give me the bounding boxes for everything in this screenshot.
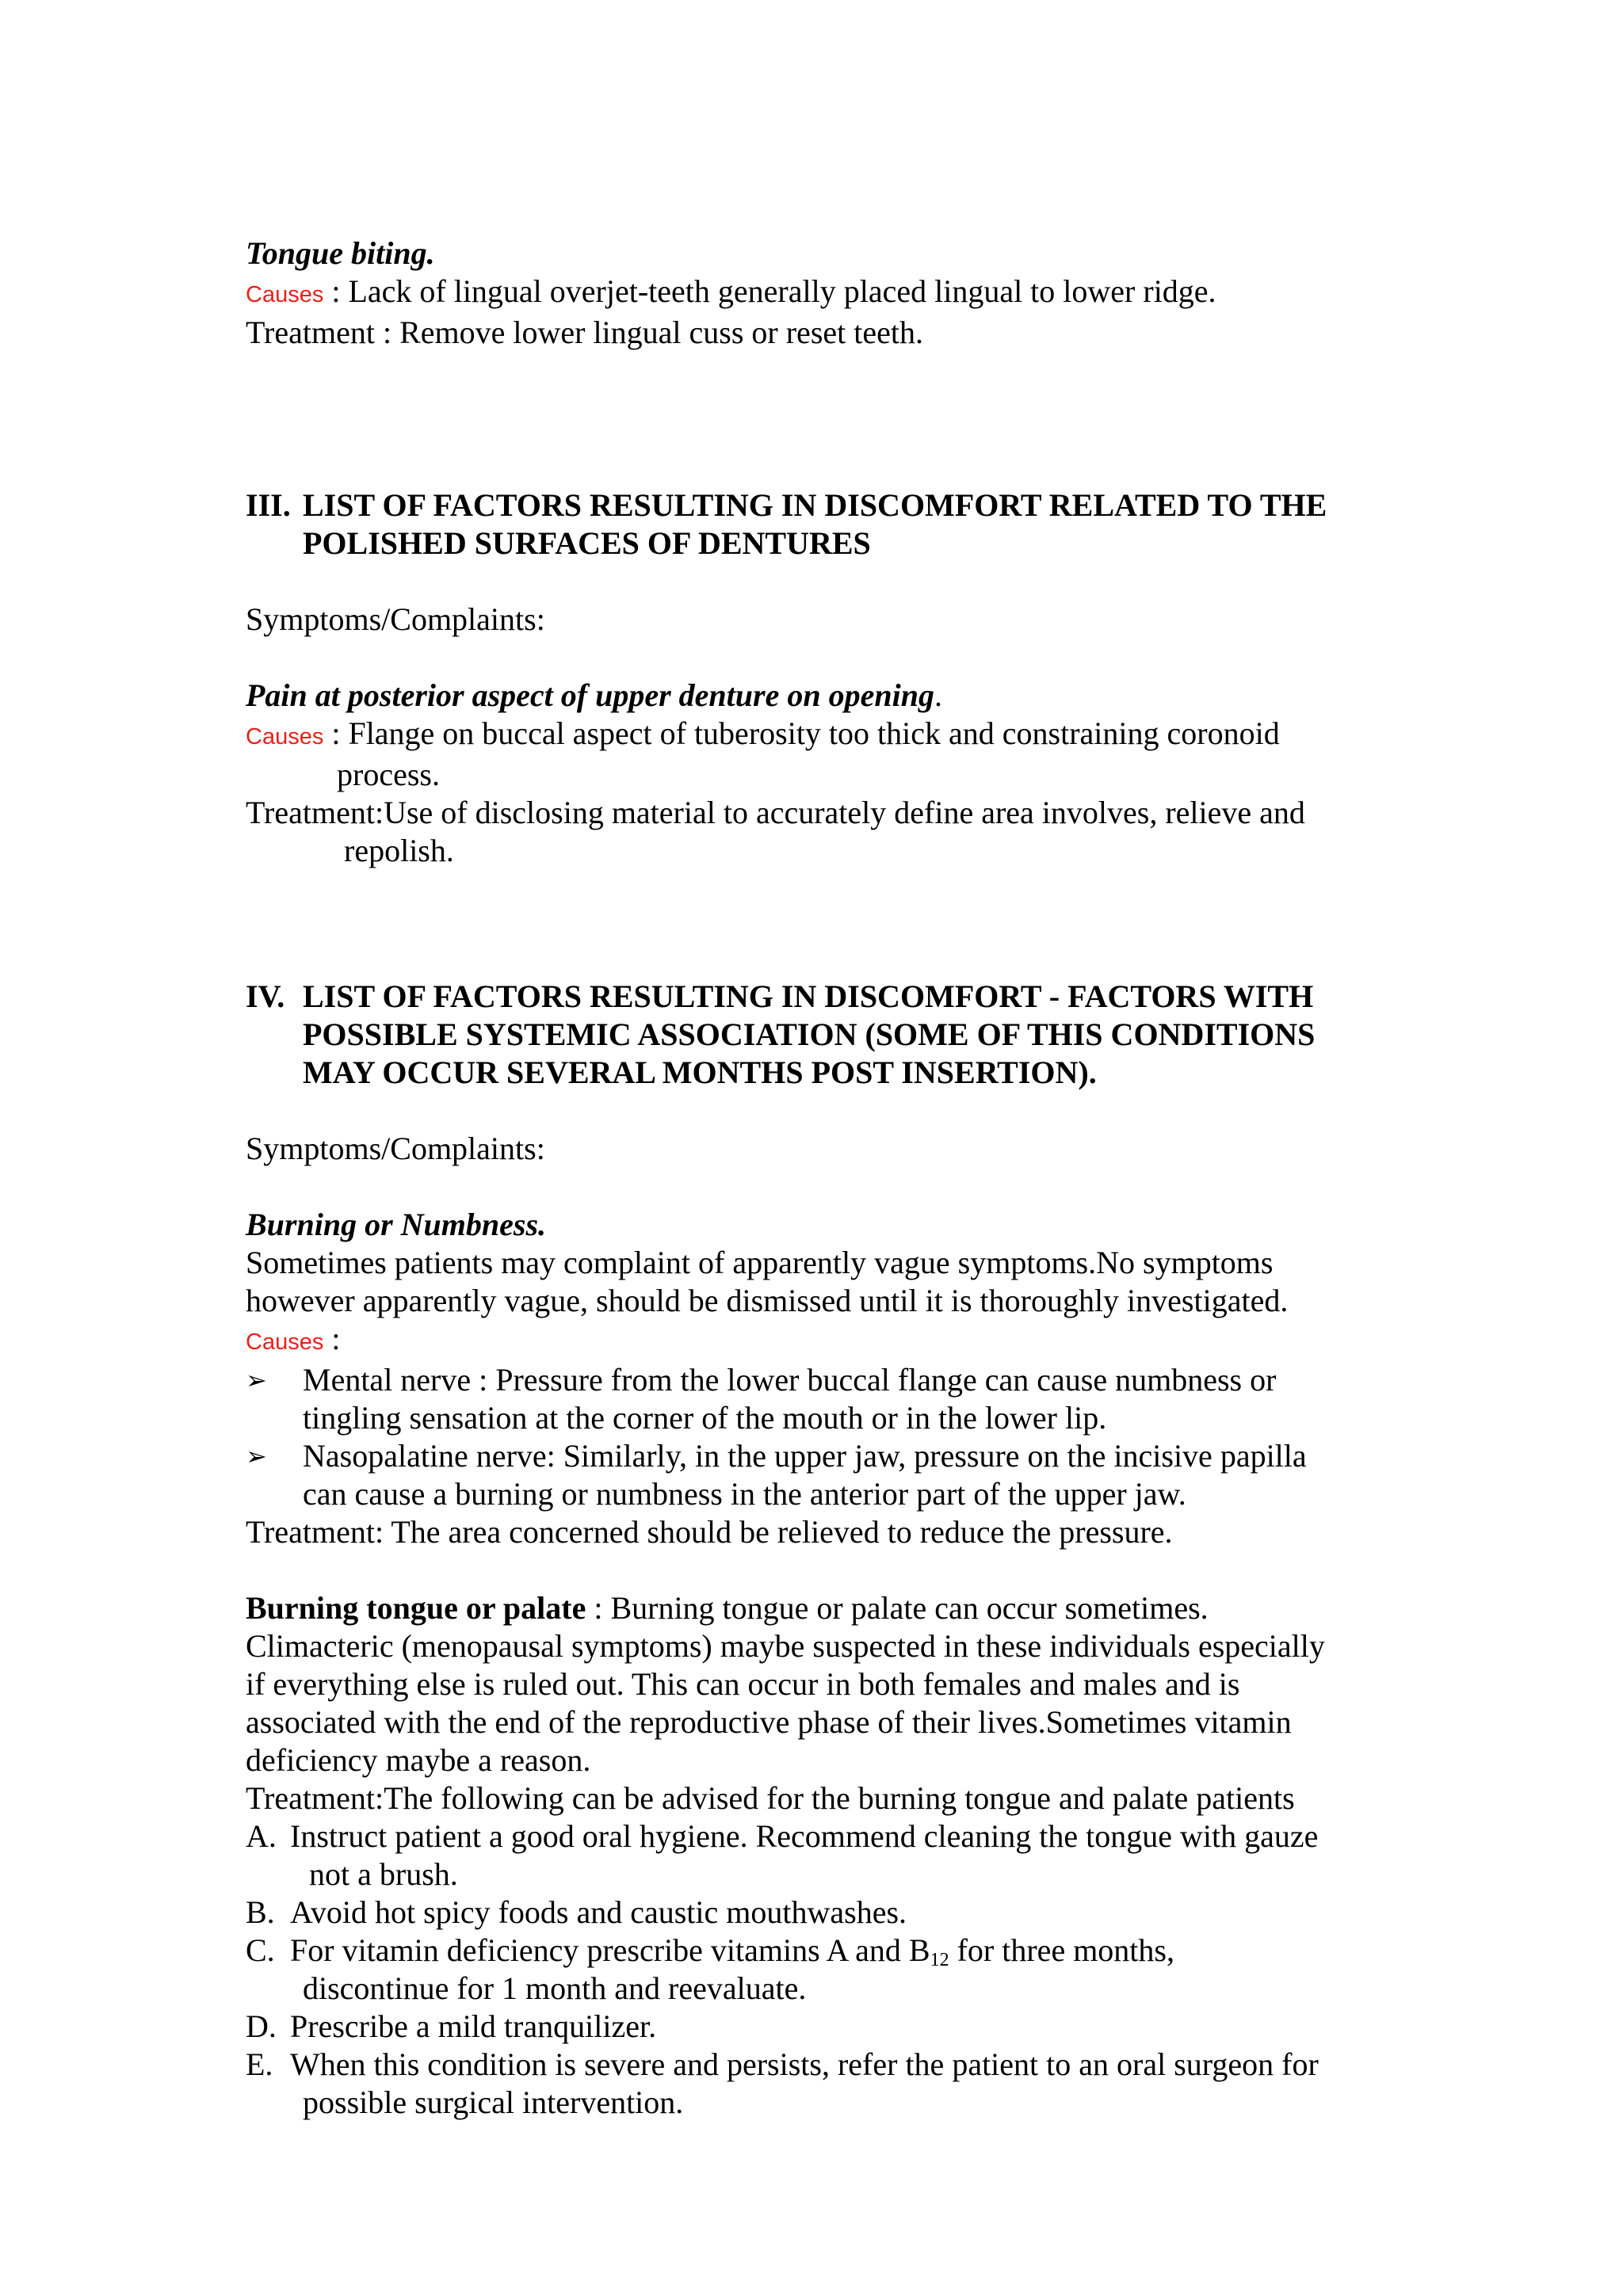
- pain-posterior-title: Pain at posterior aspect of upper denture on opening.: [246, 677, 942, 713]
- pain-treatment: Treatment:Use of disclosing material to accurately define area involves, relieve and: [246, 795, 1305, 830]
- list-item: B. Avoid hot spicy foods and caustic mouthwashes.: [246, 1894, 907, 1930]
- document-page: [246, 235, 1403, 2122]
- list-item-cont: possible surgical intervention.: [303, 2084, 684, 2120]
- symptoms-label: Symptoms/Complaints:: [246, 601, 545, 637]
- burning-text-line: associated with the end of the reproductive phase of their lives.Sometimes vitamin: [246, 1704, 1292, 1740]
- heading-line: LIST OF FACTORS RESULTING IN DISCOMFORT - FACTORS WITH: [303, 978, 1314, 1014]
- nerve-treatment: Treatment: The area concerned should be relieved to reduce the pressure.: [246, 1514, 1173, 1550]
- list-item: D. Prescribe a mild tranquilizer.: [246, 2008, 657, 2044]
- pain-treatment-cont: repolish.: [344, 833, 454, 868]
- heading-line: POLISHED SURFACES OF DENTURES: [303, 525, 871, 561]
- tongue-biting-title: Tongue biting.: [246, 235, 435, 271]
- section-iii-heading: [246, 486, 1403, 563]
- causes-line: Causes :: [246, 1321, 341, 1356]
- burning-treatment: Treatment:The following can be advised for the burning tongue and palate patients: [246, 1780, 1295, 1816]
- pain-causes-cont: process.: [337, 757, 440, 792]
- heading-line: LIST OF FACTORS RESULTING IN DISCOMFORT RELATED TO THE: [303, 487, 1327, 523]
- arrow-bullet-icon: ➢: [246, 1365, 267, 1395]
- burning-tongue-intro: Burning tongue or palate : Burning tongue or palate can occur sometimes.: [246, 1590, 1209, 1626]
- heading-line: MAY OCCUR SEVERAL MONTHS POST INSERTION).: [303, 1055, 1097, 1090]
- burning-text-line: if everything else is ruled out. This can occur in both females and males and is: [246, 1666, 1240, 1702]
- section-number: IV.: [246, 978, 285, 1014]
- bullet-item: ➢ Mental nerve : Pressure from the lower buccal flange can cause numbness or tingling sensation at the corner of the mouth or in the lower lip.: [246, 1362, 1277, 1436]
- symptoms-label: Symptoms/Complaints:: [246, 1131, 545, 1166]
- list-item-cont: discontinue for 1 month and reevaluate.: [303, 1970, 807, 2006]
- burning-numbness-title: Burning or Numbness.: [246, 1207, 547, 1242]
- pain-causes: Causes : Flange on buccal aspect of tuberosity too thick and constraining coronoid: [246, 715, 1280, 751]
- arrow-bullet-icon: ➢: [246, 1441, 267, 1471]
- causes-label: Causes: [246, 282, 324, 307]
- list-item: C. For vitamin deficiency prescribe vitamins A and $B_{12}$ for three months,: [246, 1932, 1174, 1970]
- intro-line: however apparently vague, should be dismissed until it is thoroughly investigated.: [246, 1283, 1289, 1318]
- burning-text-line: Climacteric (menopausal symptoms) maybe suspected in these individuals especially: [246, 1628, 1325, 1664]
- burning-tongue-title: Burning tongue or palate: [246, 1590, 586, 1626]
- tongue-biting-treatment: Treatment : Remove lower lingual cuss or reset teeth.: [246, 315, 923, 350]
- tongue-biting-causes: [246, 273, 1403, 314]
- causes-text: : Lack of lingual overjet-teeth generally placed lingual to lower ridge.: [323, 273, 1216, 309]
- section-iv-heading: [246, 978, 1403, 1092]
- intro-line: Sometimes patients may complaint of apparently vague symptoms.No symptoms: [246, 1245, 1274, 1280]
- list-item-cont: not a brush.: [309, 1856, 458, 1892]
- heading-line: POSSIBLE SYSTEMIC ASSOCIATION (SOME OF THIS CONDITIONS: [303, 1016, 1316, 1052]
- list-item: A. Instruct patient a good oral hygiene. Recommend cleaning the tongue with gauze: [246, 1818, 1319, 1854]
- list-item: E. When this condition is severe and persists, refer the patient to an oral surgeon for: [246, 2046, 1319, 2082]
- causes-label: Causes: [246, 1329, 324, 1355]
- treatment-list: [246, 1817, 1403, 2122]
- section-number: III.: [246, 487, 291, 523]
- causes-label: Causes: [246, 724, 324, 749]
- bullet-item: ➢ Nasopalatine nerve: Similarly, in the upper jaw, pressure on the incisive papilla can cause a burning or numbness in the anterior part of the upper jaw.: [246, 1438, 1307, 1512]
- burning-text-line: deficiency maybe a reason.: [246, 1742, 591, 1778]
